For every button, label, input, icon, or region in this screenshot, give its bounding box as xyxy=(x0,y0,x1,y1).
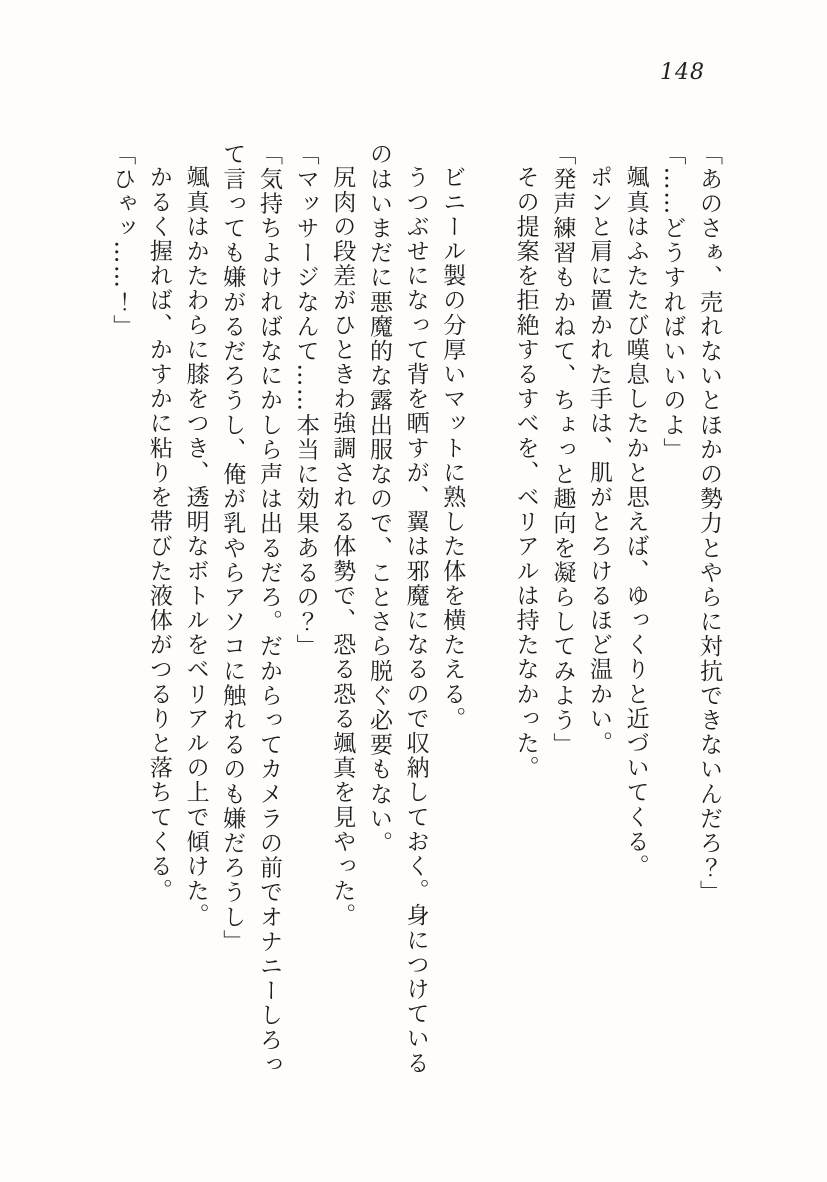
paragraph-6-narration: その提案を拒絶するすべを、ベリアルは持たなかった。 xyxy=(512,165,539,780)
paragraph-3-narration: 颯真はふたたび嘆息したかと思えば、ゆっくりと近づいてくる。 xyxy=(622,165,649,879)
paragraph-8-narration: ビニール製の分厚いマットに熟した体を横たえる。 xyxy=(439,165,466,731)
vertical-text-block xyxy=(104,142,727,1078)
paragraph-2-dialogue: 「……どうすればいいのよ」 xyxy=(659,142,686,462)
page-number: 148 xyxy=(660,60,705,85)
paragraph-7-blank xyxy=(470,142,507,1078)
paragraph-15-dialogue: 「ひゃッ……！」 xyxy=(109,142,136,339)
paragraph-14-narration: かるく握れば、かすかに粘りを帯びた液体がつるりと落ちてくる。 xyxy=(145,165,172,903)
paragraph-9-narration: うつぶせになって背を晒すが、翼は邪魔になるので収納しておく。身につけているのはいまだに悪魔的な露出服なので、ことさら脱ぐ必要もない。 xyxy=(365,142,429,1076)
paragraph-10-narration: 尻肉の段差がひときわ強調される体勢で、恐る恐る颯真を見やった。 xyxy=(329,165,356,928)
paragraph-11-dialogue: 「マッサージなんて……本当に効果あるの？」 xyxy=(292,142,319,659)
paragraph-12-dialogue: 「気持ちよければなにかしら声は出るだろ。だからってカメラの前でオナニーしろって言っても嫌がるだろうし、俺が乳やらアソコに触れるのも嫌だろうし」 xyxy=(219,142,282,1077)
paragraph-1-dialogue: 「あのさぁ、売れないとほかの勢力とやらに対抗できないんだろ？」 xyxy=(696,142,722,905)
paragraph-4-narration: ポンと肩に置かれた手は、肌がとろけるほど温かい。 xyxy=(585,165,612,756)
paragraph-13-narration: 颯真はかたわらに膝をつき、透明なボトルをベリアルの上で傾けた。 xyxy=(182,165,209,928)
paragraph-5-dialogue: 「発声練習もかねて、ちょっと趣向を凝らしてみよう」 xyxy=(549,142,576,757)
